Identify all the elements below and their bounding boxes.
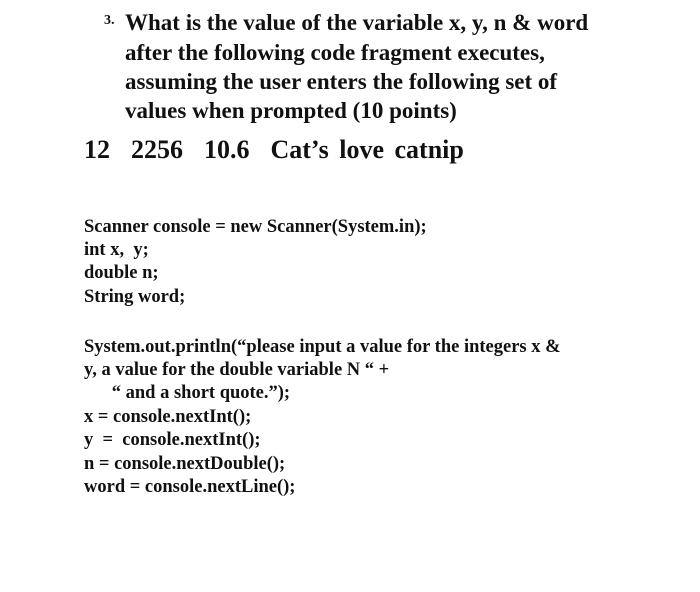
code-line: Scanner console = new Scanner(System.in); [84, 217, 427, 237]
question-line: assuming the user enters the following set of [125, 69, 558, 94]
question-line: values when prompted (10 points) [125, 98, 457, 123]
question-line: after the following code fragment executes, [125, 40, 545, 65]
code-line: y = console.nextInt(); [84, 430, 261, 450]
input-values: 12 2256 10.6 Cat’s love catnip [84, 135, 464, 164]
code-line: y, a value for the double variable N “ + [84, 360, 390, 380]
code-line: double n; [84, 263, 159, 283]
question-number: 3. [104, 13, 115, 28]
code-line: int x, y; [84, 240, 149, 260]
code-line: String word; [84, 287, 186, 307]
code-line: System.out.println(“please input a value for the integers x & [84, 337, 561, 357]
code-line: x = console.nextInt(); [84, 407, 252, 427]
question-line: What is the value of the variable x, y, n & word [125, 10, 589, 35]
code-line: word = console.nextLine(); [84, 477, 296, 497]
code-line: “ and a short quote.”); [84, 383, 291, 403]
code-line: n = console.nextDouble(); [84, 454, 286, 474]
